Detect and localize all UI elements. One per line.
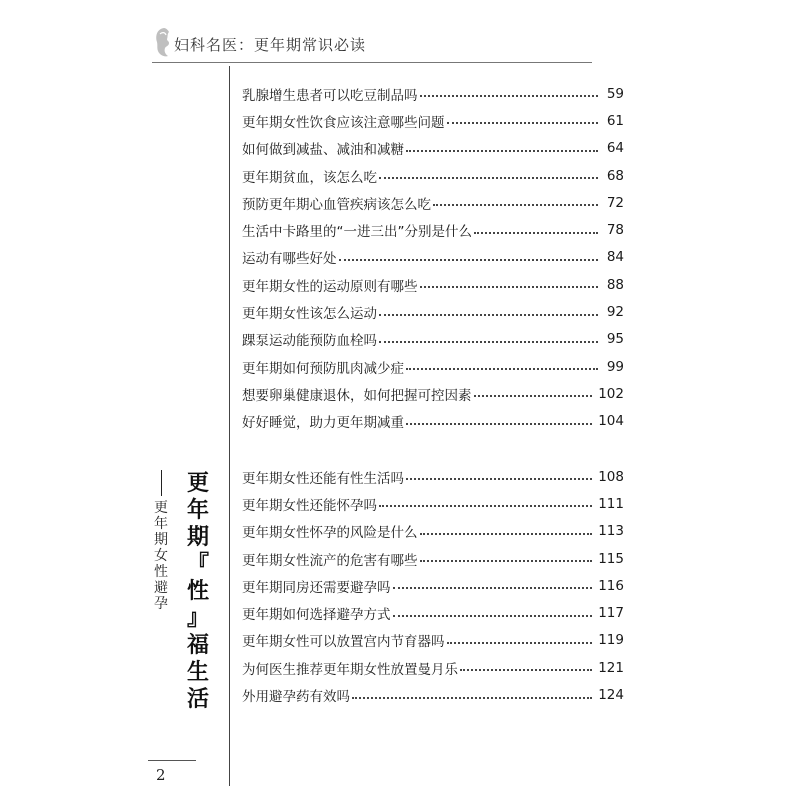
- toc-entry-title: 想要卵巢健康退休，如何把握可控因素: [242, 387, 472, 404]
- page-number: 2: [156, 766, 166, 784]
- toc-entry[interactable]: [242, 518, 624, 545]
- section-title-char: 期: [186, 524, 209, 550]
- toc-entry-title: 更年期如何选择避孕方式: [242, 607, 391, 624]
- toc-entry-title: 好好睡觉，助力更年期减重: [242, 415, 404, 432]
- section-title-char: 活: [186, 686, 209, 712]
- toc-entry-page: 116: [598, 577, 624, 594]
- toc-entry-page: 59: [606, 85, 624, 102]
- toc-entry[interactable]: [242, 463, 624, 490]
- section-title-char: 性: [186, 578, 209, 604]
- section-subtitle-char: 孕: [154, 596, 168, 612]
- toc-list-section-2: [242, 463, 624, 709]
- toc-leader-dots: [420, 559, 593, 562]
- toc-entry[interactable]: [242, 490, 624, 517]
- toc-entry-title: 运动有哪些好处: [242, 251, 337, 268]
- toc-entry-title: 乳腺增生患者可以吃豆制品吗: [242, 87, 418, 104]
- toc-leader-dots: [352, 696, 592, 699]
- toc-entry-title: 外用避孕药有效吗: [242, 689, 350, 706]
- toc-entry-page: 111: [598, 495, 624, 512]
- toc-entry-page: 72: [606, 194, 624, 211]
- toc-entry-page: 102: [598, 385, 624, 402]
- toc-entry-title: 如何做到减盐、减油和减糖: [242, 142, 404, 159]
- toc-entry[interactable]: [242, 572, 624, 599]
- toc-leader-dots: [420, 285, 599, 288]
- toc-entry-title: 更年期女性还能怀孕吗: [242, 497, 377, 514]
- toc-entry-page: 84: [606, 249, 624, 266]
- section-title-char: 更: [186, 470, 209, 496]
- toc-entry-title: 更年期女性怀孕的风险是什么: [242, 525, 418, 542]
- toc-leader-dots: [460, 668, 592, 671]
- toc-entry-title: 预防更年期心血管疾病该怎么吃: [242, 196, 431, 213]
- toc-entry[interactable]: [242, 654, 624, 681]
- toc-entry[interactable]: [242, 380, 624, 407]
- toc-leader-dots: [406, 477, 592, 480]
- section-subtitle-char: 避: [154, 580, 168, 596]
- toc-entry-page: 104: [598, 413, 624, 430]
- toc-entry-page: 108: [598, 468, 624, 485]
- toc-entry-title: 更年期女性还能有性生活吗: [242, 470, 404, 487]
- toc-leader-dots: [406, 422, 592, 425]
- toc-leader-dots: [420, 532, 593, 535]
- section-subtitle-char: 更: [154, 500, 168, 516]
- toc-entry[interactable]: [242, 271, 624, 298]
- section-title-char: 福: [186, 632, 209, 658]
- toc-entry-page: 78: [606, 222, 624, 239]
- toc-entry[interactable]: [242, 80, 624, 107]
- toc-entry-title: 踝泵运动能预防血栓吗: [242, 333, 377, 350]
- toc-entry-title: 更年期贫血，该怎么吃: [242, 169, 377, 186]
- section-title-char: 年: [186, 497, 209, 523]
- toc-leader-dots: [420, 94, 599, 97]
- toc-entry-page: 124: [598, 687, 624, 704]
- toc-entry[interactable]: [242, 627, 624, 654]
- toc-leader-dots: [379, 504, 592, 507]
- section-subtitle-char: 女: [154, 548, 168, 564]
- toc-entry-page: 88: [606, 276, 624, 293]
- toc-leader-dots: [406, 367, 598, 370]
- toc-entry-page: 119: [598, 632, 624, 649]
- footer-rule: [148, 760, 196, 761]
- toc-entry[interactable]: [242, 189, 624, 216]
- toc-entry[interactable]: [242, 244, 624, 271]
- toc-entry-page: 115: [598, 550, 624, 567]
- toc-entry-page: 117: [598, 605, 624, 622]
- toc-entry[interactable]: [242, 298, 624, 325]
- toc-leader-dots: [379, 313, 598, 316]
- toc-list-section-1: [242, 80, 624, 435]
- toc-entry-title: 生活中卡路里的“一进三出”分别是什么: [242, 224, 472, 241]
- toc-entry[interactable]: [242, 353, 624, 380]
- toc-leader-dots: [433, 203, 598, 206]
- toc-leader-dots: [339, 258, 599, 261]
- toc-entry-title: 更年期女性流产的危害有哪些: [242, 552, 418, 569]
- toc-leader-dots: [379, 340, 598, 343]
- toc-entry-title: 更年期女性该怎么运动: [242, 306, 377, 323]
- section-subtitle-char: 期: [154, 532, 168, 548]
- header-title: 妇科名医：更年期常识必读: [174, 36, 367, 54]
- toc-entry-title: 更年期女性的运动原则有哪些: [242, 278, 418, 295]
- toc-entry-page: 92: [606, 304, 624, 321]
- section-subtitle-char: 年: [154, 516, 168, 532]
- toc-entry[interactable]: [242, 545, 624, 572]
- header-rule: [152, 62, 592, 63]
- toc-leader-dots: [447, 641, 593, 644]
- toc-entry[interactable]: [242, 599, 624, 626]
- toc-entry-page: 95: [606, 331, 624, 348]
- toc-entry[interactable]: [242, 408, 624, 435]
- toc-leader-dots: [393, 614, 593, 617]
- toc-entry-page: 64: [606, 140, 624, 157]
- toc-entry[interactable]: [242, 107, 624, 134]
- toc-leader-dots: [393, 586, 593, 589]
- toc-entry-page: 68: [606, 167, 624, 184]
- toc-entry[interactable]: [242, 681, 624, 708]
- toc-leader-dots: [474, 231, 598, 234]
- toc-entry-title: 更年期同房还需要避孕吗: [242, 579, 391, 596]
- section-title-char: 』: [186, 605, 209, 631]
- toc-entry[interactable]: [242, 162, 624, 189]
- toc-entry-page: 99: [606, 358, 624, 375]
- section-subtitle: [152, 470, 170, 612]
- section-title-char: 生: [186, 659, 209, 685]
- section-subtitle-char: 性: [154, 564, 168, 580]
- toc-entry[interactable]: [242, 216, 624, 243]
- column-divider: [229, 66, 230, 786]
- toc-entry-title: 更年期女性可以放置宫内节育器吗: [242, 634, 445, 651]
- section-title: [186, 470, 210, 713]
- section-title-char: 『: [186, 551, 209, 577]
- subtitle-dash: [161, 470, 162, 496]
- toc-entry-page: 113: [598, 523, 624, 540]
- toc-entry[interactable]: [242, 135, 624, 162]
- toc-entry-title: 为何医生推荐更年期女性放置曼月乐: [242, 661, 458, 678]
- toc-entry-title: 更年期如何预防肌肉减少症: [242, 360, 404, 377]
- woman-profile-icon: [152, 26, 176, 60]
- toc-leader-dots: [447, 121, 599, 124]
- toc-entry-page: 121: [598, 659, 624, 676]
- toc-entry-page: 61: [606, 112, 624, 129]
- toc-leader-dots: [474, 394, 593, 397]
- toc-entry-title: 更年期女性饮食应该注意哪些问题: [242, 114, 445, 131]
- toc-leader-dots: [406, 149, 598, 152]
- toc-entry[interactable]: [242, 326, 624, 353]
- toc-leader-dots: [379, 176, 598, 179]
